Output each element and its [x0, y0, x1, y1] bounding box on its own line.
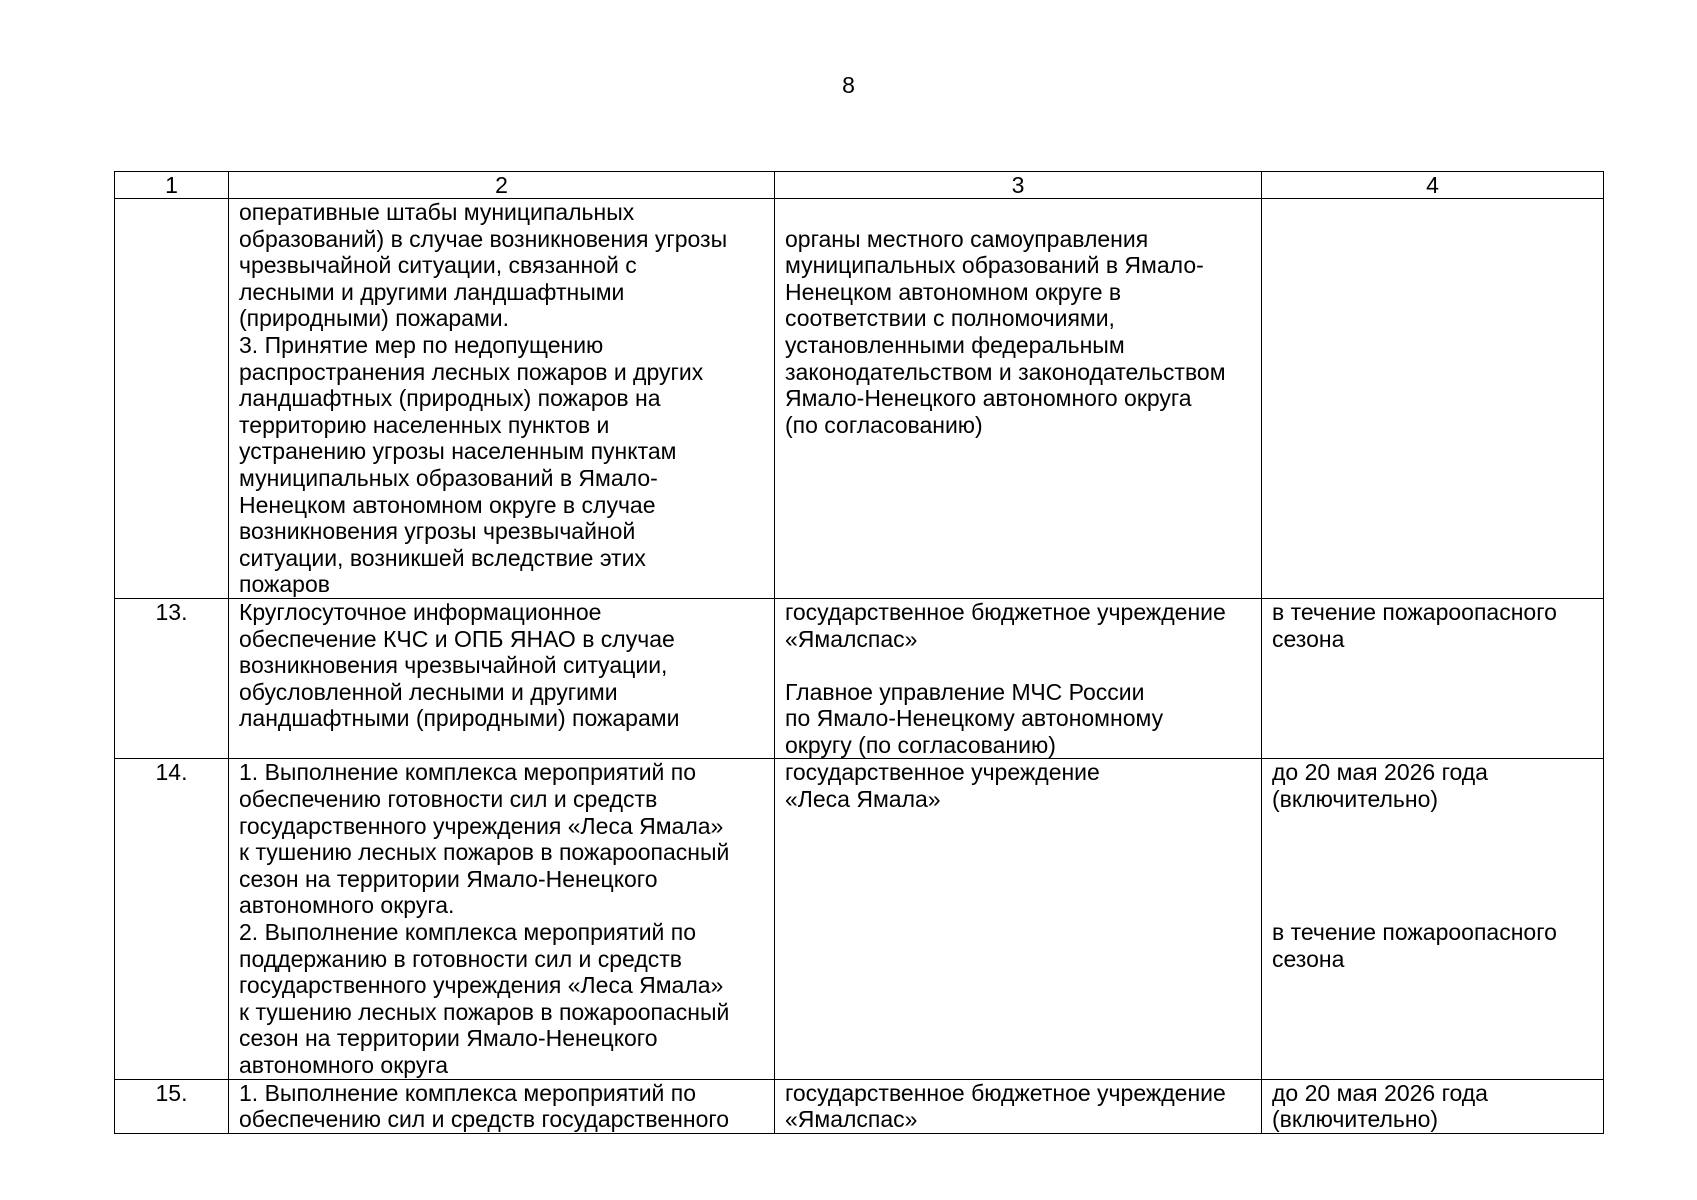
responsible-cell: [775, 199, 1262, 599]
cell-text-line: поддержанию в готовности сил и средств: [239, 945, 683, 972]
cell-text-line: автономного округа: [239, 1052, 448, 1078]
cell-text-line: оперативные штабы муниципальных: [239, 199, 635, 225]
cell-text-line: чрезвычайной ситуации, связанной с: [239, 252, 637, 279]
cell-text-line: образований) в случае возникновения угрозы: [239, 225, 728, 252]
deadline-cell: [1262, 199, 1604, 599]
cell-text-line: «Леса Ямала»: [785, 786, 941, 813]
cell-text-line: «Ямалспас»: [785, 625, 918, 652]
cell-text-line: обеспечению сил и средств государственного: [239, 1106, 730, 1133]
cell-text-line: к тушению лесных пожаров в пожароопасный: [239, 839, 730, 866]
cell-text-line: государственное бюджетное учреждение: [785, 1079, 1226, 1106]
cell-text-line: законодательством и законодательством: [785, 358, 1226, 385]
activity-cell: [229, 598, 775, 759]
cell-text-line: ландшафтными (природными) пожарами: [239, 705, 680, 732]
cell-text-line: Ненецком автономном округе в: [785, 278, 1122, 305]
cell-text-line: распространения лесных пожаров и других: [239, 358, 704, 385]
cell-text-line: территорию населенных пунктов и: [239, 411, 610, 438]
cell-text-line: государственное учреждение: [785, 759, 1100, 786]
cell-text-line: 2. Выполнение комплекса мероприятий по: [239, 919, 697, 946]
cell-text-line: сезона: [1272, 625, 1345, 652]
cell-text-line: в течение пожароопасного: [1272, 919, 1557, 946]
activity-cell: [229, 759, 775, 1079]
activity-cell: [229, 1079, 775, 1133]
row-number: [115, 199, 229, 599]
blank-line: [1272, 839, 1595, 866]
blank-line: [1272, 866, 1595, 893]
cell-text-line: государственное бюджетное учреждение: [785, 598, 1226, 625]
cell-text-line: возникновения угрозы чрезвычайной: [239, 518, 636, 545]
blank-line: [785, 199, 1253, 226]
cell-text-line: «Ямалспас»: [785, 1106, 918, 1133]
column-header: 1: [115, 172, 229, 199]
cell-text-line: (по согласованию): [785, 411, 983, 438]
measures-table: [114, 171, 1604, 1134]
cell-text-line: округу (по согласованию): [785, 731, 1056, 758]
activity-cell: [229, 199, 775, 599]
cell-text-line: муниципальных образований в Ямало-: [785, 252, 1204, 279]
cell-text-line: устранению угрозы населенным пунктам: [239, 438, 677, 465]
cell-text-line: Ямало-Ненецкого автономного округа: [785, 385, 1192, 412]
cell-text-line: органы местного самоуправления: [785, 225, 1149, 252]
cell-text-line: обеспечению готовности сил и средств: [239, 786, 658, 813]
cell-text-line: обеспечение КЧС и ОПБ ЯНАО в случае: [239, 625, 675, 652]
blank-line: [1272, 813, 1595, 840]
cell-text-line: ландшафтных (природных) пожаров на: [239, 385, 661, 412]
cell-text-line: сезон на территории Ямало-Ненецкого: [239, 865, 658, 892]
table-row: [115, 199, 1604, 599]
cell-text-line: к тушению лесных пожаров в пожароопасный: [239, 998, 730, 1025]
cell-text-line: лесными и другими ландшафтными: [239, 278, 625, 305]
column-header: 4: [1262, 172, 1604, 199]
table-header-row: [115, 172, 1604, 199]
cell-text-line: Главное управление МЧС России: [785, 678, 1145, 705]
responsible-cell: [775, 1079, 1262, 1133]
cell-text-line: 3. Принятие мер по недопущению: [239, 331, 604, 358]
table-row: [115, 759, 1604, 1079]
cell-text-line: Ненецком автономном округе в случае: [239, 491, 656, 518]
table-row: [115, 598, 1604, 759]
cell-text-line: в течение пожароопасного: [1272, 598, 1557, 625]
responsible-cell: [775, 759, 1262, 1079]
responsible-cell: [775, 598, 1262, 759]
cell-text-line: ситуации, возникшей вследствие этих: [239, 544, 646, 571]
cell-text-line: пожаров: [239, 571, 330, 598]
cell-text-line: сезона: [1272, 945, 1345, 972]
cell-text-line: (включительно): [1272, 786, 1439, 813]
deadline-cell: [1262, 1079, 1604, 1133]
cell-text-line: обусловленной лесными и другими: [239, 678, 618, 705]
cell-text-line: установленными федеральным: [785, 331, 1125, 358]
cell-text-line: государственного учреждения «Леса Ямала»: [239, 812, 724, 839]
column-header: 2: [229, 172, 775, 199]
row-number: 13.: [115, 598, 229, 759]
cell-text-line: до 20 мая 2026 года: [1272, 759, 1488, 786]
cell-text-line: муниципальных образований в Ямало-: [239, 464, 658, 491]
page-number: 8: [842, 72, 855, 98]
row-number: 15.: [115, 1079, 229, 1133]
cell-text-line: государственного учреждения «Леса Ямала»: [239, 972, 724, 999]
cell-text-line: (природными) пожарами.: [239, 305, 509, 332]
column-header: 3: [775, 172, 1262, 199]
cell-text-line: 1. Выполнение комплекса мероприятий по: [239, 759, 697, 786]
cell-text-line: автономного округа.: [239, 892, 455, 919]
table-row: [115, 1079, 1604, 1133]
deadline-cell: [1262, 759, 1604, 1079]
cell-text-line: по Ямало-Ненецкому автономному: [785, 705, 1164, 732]
cell-text-line: до 20 мая 2026 года: [1272, 1079, 1488, 1106]
blank-line: [785, 652, 1253, 679]
cell-text-line: Круглосуточное информационное: [239, 598, 602, 625]
blank-line: [1272, 892, 1595, 919]
cell-text-line: сезон на территории Ямало-Ненецкого: [239, 1025, 658, 1052]
cell-text-line: соответствии с полномочиями,: [785, 305, 1115, 332]
deadline-cell: [1262, 598, 1604, 759]
row-number: 14.: [115, 759, 229, 1079]
cell-text-line: 1. Выполнение комплекса мероприятий по: [239, 1079, 697, 1106]
cell-text-line: возникновения чрезвычайной ситуации,: [239, 652, 668, 679]
cell-text-line: (включительно): [1272, 1106, 1439, 1133]
